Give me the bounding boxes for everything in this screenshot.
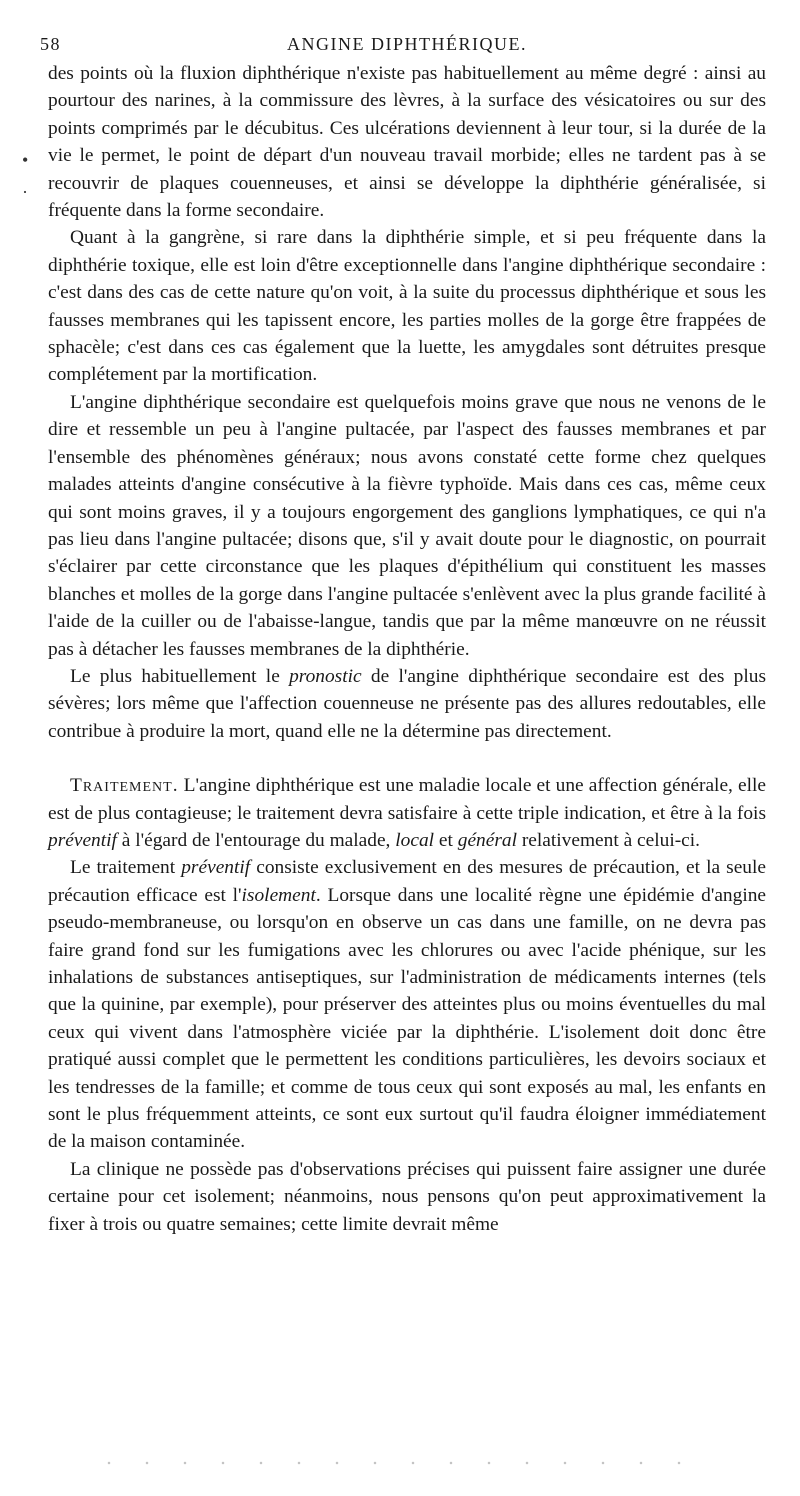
- general-term: général: [457, 829, 517, 851]
- paragraph-6-text-b: consiste exclusivement en des mesures de précaution, et la seule précaution efficace est l': [48, 857, 766, 906]
- margin-mark-1: •: [22, 150, 29, 170]
- paragraph-5-text-c: et: [434, 829, 458, 851]
- paragraph-3: L'angine diphthérique secondaire est quelquefois moins grave que nous ne venons de le dire et ressemble un peu à l'angine pultacée, par l'aspect des fausses membranes et par l'ensemble des phénomènes généraux; nous avons constaté cette forme chez quelques malades atteints d'angine consécutive à la fièvre typhoïde. Mais dans ces cas, même ceux qui sont moins graves, il y a toujours engorgement des ganglions lymphatiques, ce qui n'a pas lieu dans l'angine pultacée; disons que, s'il y avait doute pour le diagnostic, on pourrait s'éclairer par cette circonstance que les plaques d'épithélium qui constituent les masses blanches et molles de la gorge dans l'angine pultacée s'enlèvent avec la plus grande facilité à l'aide de la cuiller ou de l'abaisse-langue, tandis que par la même manœuvre on ne réussit pas à détacher les fausses membranes de la diphthérie.: [48, 391, 766, 660]
- running-title: ANGINE DIPHTHÉRIQUE.: [287, 34, 527, 54]
- paragraph-6: [48, 854, 766, 1155]
- page-header: [40, 30, 766, 60]
- page-number: 58: [40, 34, 61, 54]
- margin-mark-2: ·: [22, 182, 28, 202]
- preventif-term: préventif: [48, 829, 117, 851]
- paragraph-5-text-a: L'angine diphthérique est une maladie locale et une affection générale, elle est de plus contagieuse; le traitement devra satisfaire à cette triple indication, et être à la fois: [48, 775, 766, 824]
- paragraph-4-text-b: de l'angine diphthérique secondaire est des plus sévères; lors même que l'affection couenneuse ne présente pas des allures redoutables, elle contribue à produire la mort, quand elle ne la détermine pas directement.: [48, 665, 766, 742]
- paragraph-5-text-d: relativement à celui-ci.: [516, 829, 701, 851]
- paragraph-7: La clinique ne possède pas d'observations précises qui puissent faire assigner une durée certaine pour cet isolement; néanmoins, nous pensons qu'on peut approximativement la fixer à trois ou quatre semaines; cette limite devrait même: [48, 1158, 766, 1235]
- paragraph-5-text-b: à l'égard de l'entourage du malade,: [116, 829, 396, 851]
- paragraph-6-text-a: Le traitement: [70, 857, 182, 879]
- paragraph-6-text-c: . Lorsque dans une localité règne une épidémie d'angine pseudo-membraneuse, ou lorsqu'on en observe un cas dans une famille, on ne devra pas faire grand fond sur les fumigations avec les chlorures ou avec l'acide phénique, sur les inhalations de substances antiseptiques, sur l'administration de médicaments internes (tels que la quinine, par exemple), pour préserver des atteintes plus ou moins éventuelles du mal ceux qui vivent dans l'atmosphère viciée par la diphthérie. L'isolement doit donc être pratiqué aussi complet que le permettent les conditions particulières, les devoirs sociaux et les tendresses de la famille; et comme de tous ceux qui sont exposés au mal, les enfants en sont le plus fréquemment atteints, ce sont eux surtout qu'il faudra éloigner immédiatement de la maison contaminée.: [48, 884, 767, 1153]
- section-heading-traitement: Traitement.: [70, 775, 179, 797]
- preventif-term-2: préventif: [181, 857, 251, 879]
- isolement-term: isolement: [241, 884, 316, 906]
- paragraph-1: des points où la fluxion diphthérique n'existe pas habituellement au même degré : ainsi au pourtour des narines, à la commissure des lèvres, à la surface des vésicatoires ou sur des points comprimés par le décubitus. Ces ulcérations deviennent à leur tour, si la durée de la vie le permet, le point de départ d'un nouveau travail morbide; elles ne tardent pas à se recouvrir de plaques couenneuses, et ainsi se développe la diphthérie généralisée, si fréquente dans la forme secondaire.: [48, 63, 766, 222]
- book-page: [40, 30, 767, 1238]
- paper-specks: [90, 1460, 710, 1466]
- paragraph-4: [48, 663, 766, 745]
- paragraph-5: [48, 772, 766, 854]
- local-term: local: [395, 829, 435, 851]
- paragraph-4-text-a: Le plus habituellement le: [70, 665, 290, 687]
- page-body: [48, 60, 766, 1238]
- paragraph-2: Quant à la gangrène, si rare dans la diphthérie simple, et si peu fréquente dans la diphthérie toxique, elle est loin d'être exceptionnelle dans l'angine diphthérique secondaire : c'est dans des cas de cette nature qu'on voit, à la suite du processus diphthérique et sous les fausses membranes qui les tapissent encore, les parties molles de la gorge être frappées de sphacèle; c'est dans ces cas également que la luette, les amygdales sont détruites presque complétement par la mortification.: [48, 227, 766, 386]
- pronostic-term: pronostic: [289, 665, 362, 687]
